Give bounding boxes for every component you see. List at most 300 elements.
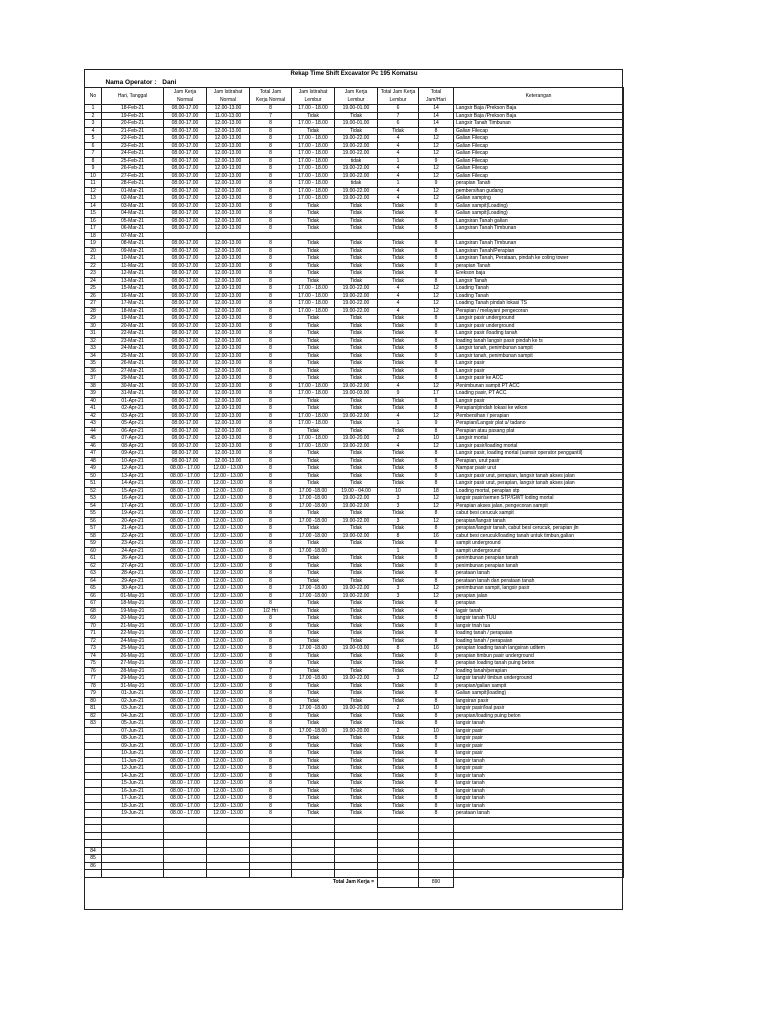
cell-ot-break: Tidak: [292, 330, 335, 338]
cell-date: 24-Feb-21: [102, 150, 164, 158]
cell-day-total: 12: [419, 187, 454, 195]
cell-ot-hours: [335, 832, 378, 840]
cell-ot-break: 17.00 - 18.00: [292, 187, 335, 195]
cell-notes: perataan tanah: [454, 810, 624, 818]
cell-day-total: 8: [419, 652, 454, 660]
cell-ot-hours: Tidak: [335, 562, 378, 570]
cell-normal-total: 8: [250, 157, 292, 165]
cell-no: 84: [85, 847, 102, 855]
table-row: [85, 675, 624, 683]
cell-normal-break: 12.00-13.00: [207, 457, 250, 465]
table-row: [85, 817, 624, 825]
table-row: [85, 322, 624, 330]
cell-normal-break: 12.00-13.00: [207, 337, 250, 345]
cell-normal-total: 8: [250, 750, 292, 758]
cell-ot-hours: 19.00-22.00: [335, 195, 378, 203]
table-row: [85, 682, 624, 690]
cell-ot-break: 17.00 -18.00: [292, 502, 335, 510]
cell-ot-hours: Tidak: [335, 780, 378, 788]
cell-normal-hours: 08.00-17.00: [164, 165, 207, 173]
table-row: [85, 720, 624, 728]
cell-normal-total: 8: [250, 510, 292, 518]
cell-no: 37: [85, 375, 102, 383]
cell-ot-hours: 19.00-22.00: [335, 300, 378, 308]
cell-normal-total: 8: [250, 210, 292, 218]
cell-date: 07-Jun-21: [102, 727, 164, 735]
cell-day-total: 10: [419, 705, 454, 713]
table-row: [85, 667, 624, 675]
cell-no: [85, 765, 102, 773]
table-row: [85, 420, 624, 428]
cell-day-total: [419, 847, 454, 855]
cell-ot-hours: 19.00-22.00: [335, 187, 378, 195]
cell-normal-hours: 08.00 - 17.00: [164, 532, 207, 540]
cell-normal-hours: 08.00-17.00: [164, 405, 207, 413]
cell-no: [85, 757, 102, 765]
cell-no: 39: [85, 390, 102, 398]
cell-normal-hours: 08.00 - 17.00: [164, 697, 207, 705]
cell-ot-hours: Tidak: [335, 337, 378, 345]
cell-notes: perataan tanah: [454, 570, 624, 578]
cell-notes: langsiran pasir: [454, 697, 624, 705]
cell-normal-total: 8: [250, 217, 292, 225]
cell-no: [85, 870, 102, 878]
cell-ot-hours: Tidak: [335, 457, 378, 465]
cell-no: 20: [85, 247, 102, 255]
cell-date: 03-Jun-21: [102, 705, 164, 713]
cell-normal-hours: 08.00 - 17.00: [164, 495, 207, 503]
cell-normal-total: 8: [250, 690, 292, 698]
cell-normal-break: 12.00-13.00: [207, 292, 250, 300]
cell-no: 85: [85, 855, 102, 863]
cell-date: 18-Mar-21: [102, 307, 164, 315]
cell-ot-hours: 19.00-22.00: [335, 412, 378, 420]
cell-normal-total: 8: [250, 337, 292, 345]
cell-ot-break: Tidak: [292, 600, 335, 608]
cell-day-total: 12: [419, 165, 454, 173]
cell-date: 08-Mar-21: [102, 240, 164, 248]
cell-normal-hours: 08.00-17.00: [164, 457, 207, 465]
cell-normal-total: 8: [250, 367, 292, 375]
cell-date: 17-Jun-21: [102, 795, 164, 803]
cell-date: 12-Jun-21: [102, 765, 164, 773]
cell-ot-break: 17.00 - 18.00: [292, 120, 335, 128]
cell-normal-hours: 08.00-17.00: [164, 217, 207, 225]
cell-ot-break: Tidak: [292, 345, 335, 353]
cell-notes: perapian loading tanah langsiran uditem: [454, 645, 624, 653]
cell-normal-break: 12.00 - 13.00: [207, 660, 250, 668]
cell-notes: langsir tanah: [454, 772, 624, 780]
cell-ot-hours: Tidak: [335, 472, 378, 480]
table-row: [85, 525, 624, 533]
cell-no: 55: [85, 510, 102, 518]
cell-normal-break: 12.00-13.00: [207, 120, 250, 128]
cell-normal-break: 12.00-13.00: [207, 172, 250, 180]
cell-normal-hours: 08.00-17.00: [164, 120, 207, 128]
cell-ot-break: Tidak: [292, 742, 335, 750]
cell-no: 46: [85, 442, 102, 450]
cell-ot-total: 8: [378, 532, 419, 540]
cell-ot-break: [292, 832, 335, 840]
cell-ot-total: Tidak: [378, 510, 419, 518]
cell-no: [85, 802, 102, 810]
cell-no: 2: [85, 112, 102, 120]
table-row: [85, 562, 624, 570]
cell-normal-total: 8: [250, 712, 292, 720]
cell-day-total: 8: [419, 682, 454, 690]
cell-ot-total: Tidak: [378, 607, 419, 615]
cell-normal-total: 8: [250, 697, 292, 705]
cell-normal-hours: 08.00-17.00: [164, 135, 207, 143]
cell-no: 16: [85, 217, 102, 225]
cell-normal-hours: 08.00-17.00: [164, 382, 207, 390]
cell-ot-total: 4: [378, 382, 419, 390]
cell-ot-total: Tidak: [378, 765, 419, 773]
cell-normal-hours: 08.00 - 17.00: [164, 780, 207, 788]
cell-date: 26-Feb-21: [102, 165, 164, 173]
cell-normal-total: 8: [250, 682, 292, 690]
table-row: [85, 457, 624, 465]
cell-day-total: 12: [419, 292, 454, 300]
cell-notes: Langsir pasir /loading tanah: [454, 330, 624, 338]
cell-no: 13: [85, 195, 102, 203]
header-normal-hours: Jam Kerja: [164, 88, 207, 97]
cell-ot-total: Tidak: [378, 225, 419, 233]
cell-day-total: 8: [419, 690, 454, 698]
cell-notes: perapian loading tanah puing beton: [454, 660, 624, 668]
cell-day-total: 12: [419, 675, 454, 683]
operator-label: Nama Operator :: [105, 78, 157, 86]
cell-ot-break: 17.00 - 18.00: [292, 195, 335, 203]
cell-ot-hours: Tidak: [335, 810, 378, 818]
cell-date: 21-May-21: [102, 622, 164, 630]
cell-normal-break: 12.00-13.00: [207, 427, 250, 435]
cell-ot-total: Tidak: [378, 525, 419, 533]
cell-normal-hours: 08.00 - 17.00: [164, 487, 207, 495]
cell-notes: perataan tanah dan perataan tanah: [454, 577, 624, 585]
cell-day-total: [419, 855, 454, 863]
cell-normal-break: [207, 847, 250, 855]
cell-date: 31-May-21: [102, 682, 164, 690]
cell-no: 35: [85, 360, 102, 368]
cell-ot-break: 17.00 -18.00: [292, 645, 335, 653]
cell-no: 70: [85, 622, 102, 630]
cell-ot-break: Tidak: [292, 465, 335, 473]
cell-normal-total: 8: [250, 780, 292, 788]
cell-no: 5: [85, 135, 102, 143]
cell-normal-hours: 08.00-17.00: [164, 390, 207, 398]
cell-ot-break: Tidak: [292, 510, 335, 518]
cell-date: 23-Mar-21: [102, 337, 164, 345]
cell-normal-total: 8: [250, 802, 292, 810]
cell-day-total: 12: [419, 195, 454, 203]
cell-normal-hours: 08.00 - 17.00: [164, 795, 207, 803]
header-ot-total: Total Jam Kerja: [378, 88, 419, 97]
cell-day-total: 8: [419, 750, 454, 758]
cell-day-total: 8: [419, 217, 454, 225]
cell-normal-break: 12.00-13.00: [207, 195, 250, 203]
cell-ot-break: Tidak: [292, 240, 335, 248]
cell-ot-break: 17.00 - 18.00: [292, 285, 335, 293]
table-row: [85, 255, 624, 263]
cell-normal-total: 8: [250, 742, 292, 750]
cell-ot-break: 17.00 -18.00: [292, 675, 335, 683]
cell-ot-hours: Tidak: [335, 600, 378, 608]
cell-ot-total: [378, 232, 419, 240]
cell-ot-break: Tidak: [292, 255, 335, 263]
table-row: [85, 862, 624, 870]
cell-normal-break: 12.00 - 13.00: [207, 517, 250, 525]
cell-day-total: 8: [419, 330, 454, 338]
cell-notes: cabut besi cerucuk/loading tanah untuk timbun,galian: [454, 532, 624, 540]
cell-normal-hours: 08.00-17.00: [164, 127, 207, 135]
cell-normal-hours: 08.00-17.00: [164, 105, 207, 113]
cell-normal-total: 8: [250, 195, 292, 203]
cell-no: 72: [85, 637, 102, 645]
cell-notes: langsir tnah tua: [454, 622, 624, 630]
cell-normal-total: 8: [250, 652, 292, 660]
cell-day-total: 8: [419, 615, 454, 623]
cell-normal-break: 12.00-13.00: [207, 105, 250, 113]
header-date: Hari, Tanggal: [102, 88, 164, 105]
table-row: [85, 240, 624, 248]
cell-ot-hours: Tidak: [335, 330, 378, 338]
cell-ot-total: 3: [378, 585, 419, 593]
cell-ot-break: Tidak: [292, 787, 335, 795]
table-row: [85, 427, 624, 435]
cell-day-total: 8: [419, 210, 454, 218]
cell-ot-break: Tidak: [292, 472, 335, 480]
cell-ot-break: Tidak: [292, 405, 335, 413]
cell-day-total: 8: [419, 247, 454, 255]
cell-ot-break: [292, 817, 335, 825]
header-normal-total-2: Kerja Normal: [250, 96, 292, 105]
cell-no: 36: [85, 367, 102, 375]
cell-ot-total: 4: [378, 165, 419, 173]
cell-no: 59: [85, 540, 102, 548]
cell-ot-total: Tidak: [378, 397, 419, 405]
cell-date: 29-May-21: [102, 675, 164, 683]
cell-normal-total: 8: [250, 622, 292, 630]
cell-date: 18-Feb-21: [102, 105, 164, 113]
cell-day-total: 18: [419, 487, 454, 495]
cell-notes: langsir pasir: [454, 727, 624, 735]
cell-ot-total: Tidak: [378, 787, 419, 795]
cell-normal-total: 8: [250, 420, 292, 428]
cell-no: 83: [85, 720, 102, 728]
cell-date: 16-Apr-21: [102, 495, 164, 503]
cell-ot-total: Tidak: [378, 277, 419, 285]
cell-day-total: 14: [419, 120, 454, 128]
cell-ot-break: Tidak: [292, 570, 335, 578]
cell-ot-total: 4: [378, 172, 419, 180]
cell-notes: Perapian / melayani pengecoran: [454, 307, 624, 315]
cell-ot-hours: 19.00 - 04.00: [335, 487, 378, 495]
cell-ot-hours: Tidak: [335, 322, 378, 330]
cell-ot-hours: 19.00-22.00: [335, 382, 378, 390]
table-row: [85, 270, 624, 278]
cell-normal-total: [250, 817, 292, 825]
cell-normal-break: 12.00-13.00: [207, 315, 250, 323]
table-row: [85, 442, 624, 450]
cell-normal-break: [207, 855, 250, 863]
cell-ot-total: Tidak: [378, 202, 419, 210]
cell-normal-break: 12.00 - 13.00: [207, 712, 250, 720]
cell-normal-total: 8: [250, 442, 292, 450]
cell-ot-break: Tidak: [292, 720, 335, 728]
cell-ot-total: 6: [378, 105, 419, 113]
cell-ot-hours: Tidak: [335, 367, 378, 375]
cell-normal-total: [250, 847, 292, 855]
cell-notes: Perapian, urut pasir: [454, 457, 624, 465]
cell-normal-total: 8: [250, 577, 292, 585]
table-row: [85, 547, 624, 555]
cell-normal-break: 12.00 - 13.00: [207, 675, 250, 683]
table-row: [85, 405, 624, 413]
cell-ot-break: Tidak: [292, 810, 335, 818]
cell-normal-total: 8: [250, 487, 292, 495]
cell-no: 79: [85, 690, 102, 698]
cell-ot-break: Tidak: [292, 427, 335, 435]
cell-ot-hours: Tidak: [335, 270, 378, 278]
cell-ot-break: 17.00 -18.00: [292, 592, 335, 600]
cell-normal-hours: 08.00 - 17.00: [164, 600, 207, 608]
cell-notes: Langsiran Tanah, Perataan, pindah ke coling tower: [454, 255, 624, 263]
cell-normal-hours: 08.00 - 17.00: [164, 787, 207, 795]
cell-day-total: 12: [419, 517, 454, 525]
cell-normal-hours: 08.00 - 17.00: [164, 517, 207, 525]
cell-ot-break: Tidak: [292, 127, 335, 135]
operator-line: [85, 78, 624, 88]
cell-normal-total: 8: [250, 525, 292, 533]
cell-ot-total: Tidak: [378, 570, 419, 578]
cell-ot-hours: Tidak: [335, 750, 378, 758]
cell-ot-hours: 19.00-22.00: [335, 517, 378, 525]
cell-notes: Galian sampit(Loading): [454, 210, 624, 218]
cell-normal-break: 12.00-13.00: [207, 322, 250, 330]
cell-date: [102, 817, 164, 825]
cell-ot-total: [378, 840, 419, 848]
cell-notes: Perapian atau pasang plat: [454, 427, 624, 435]
cell-notes: Langsiran Tanah Timbunan: [454, 240, 624, 248]
cell-notes: langsir pasir/loal pasir: [454, 705, 624, 713]
table-row: [85, 367, 624, 375]
cell-normal-break: 12.00-13.00: [207, 270, 250, 278]
cell-ot-hours: tidak: [335, 157, 378, 165]
cell-day-total: 8: [419, 555, 454, 563]
cell-no: 64: [85, 577, 102, 585]
cell-no: 11: [85, 180, 102, 188]
cell-normal-break: 12.00 - 13.00: [207, 757, 250, 765]
cell-day-total: 9: [419, 180, 454, 188]
cell-normal-hours: 08.00-17.00: [164, 150, 207, 158]
cell-notes: loading tanah langsir pasir pindah ke ts: [454, 337, 624, 345]
cell-ot-total: Tidak: [378, 255, 419, 263]
cell-ot-hours: Tidak: [335, 345, 378, 353]
cell-ot-break: Tidak: [292, 630, 335, 638]
cell-normal-total: 8: [250, 105, 292, 113]
cell-normal-break: 12.00-13.00: [207, 330, 250, 338]
cell-ot-break: Tidak: [292, 682, 335, 690]
cell-date: 02-Mar-21: [102, 195, 164, 203]
cell-notes: Langsir pasir underground: [454, 322, 624, 330]
cell-no: 29: [85, 315, 102, 323]
cell-ot-total: 7: [378, 112, 419, 120]
cell-normal-total: [250, 840, 292, 848]
cell-normal-hours: 08.00 - 17.00: [164, 562, 207, 570]
cell-no: 80: [85, 697, 102, 705]
cell-date: 20-Apr-21: [102, 517, 164, 525]
cell-day-total: 8: [419, 277, 454, 285]
cell-date: 27-Feb-21: [102, 172, 164, 180]
cell-date: 20-Feb-21: [102, 120, 164, 128]
cell-normal-break: 12.00-13.00: [207, 180, 250, 188]
cell-normal-break: 12.00 - 13.00: [207, 652, 250, 660]
cell-normal-hours: [164, 232, 207, 240]
cell-ot-break: [292, 825, 335, 833]
cell-ot-hours: Tidak: [335, 225, 378, 233]
cell-normal-break: 12.00-13.00: [207, 405, 250, 413]
cell-ot-total: Tidak: [378, 600, 419, 608]
table-row: [85, 825, 624, 833]
cell-normal-hours: 08.00 - 17.00: [164, 472, 207, 480]
cell-ot-hours: Tidak: [335, 652, 378, 660]
cell-ot-hours: [335, 870, 378, 878]
cell-notes: Langsir Tanah: [454, 277, 624, 285]
cell-notes: perapian timbun pasir underground: [454, 652, 624, 660]
cell-ot-hours: 19.00-22.00: [335, 142, 378, 150]
cell-normal-break: 12.00-13.00: [207, 307, 250, 315]
table-row: [85, 652, 624, 660]
cell-no: [85, 810, 102, 818]
cell-normal-total: 8: [250, 330, 292, 338]
cell-day-total: 12: [419, 285, 454, 293]
cell-ot-total: Tidak: [378, 795, 419, 803]
cell-ot-total: Tidak: [378, 367, 419, 375]
cell-notes: Galian Filecap: [454, 165, 624, 173]
table-row: [85, 607, 624, 615]
table-row: [85, 487, 624, 495]
cell-day-total: 8: [419, 510, 454, 518]
cell-normal-break: 12.00 - 13.00: [207, 510, 250, 518]
cell-no: 44: [85, 427, 102, 435]
cell-normal-hours: 08.00-17.00: [164, 112, 207, 120]
cell-ot-break: 17.00 - 18.00: [292, 150, 335, 158]
cell-normal-hours: 08.00 - 17.00: [164, 742, 207, 750]
cell-day-total: 8: [419, 772, 454, 780]
cell-day-total: 8: [419, 345, 454, 353]
cell-ot-break: Tidak: [292, 525, 335, 533]
cell-normal-total: 8: [250, 262, 292, 270]
cell-ot-hours: Tidak: [335, 682, 378, 690]
cell-normal-hours: 08.00 - 17.00: [164, 735, 207, 743]
cell-date: 18-Jun-21: [102, 802, 164, 810]
cell-no: 50: [85, 472, 102, 480]
cell-date: 09-Jun-21: [102, 742, 164, 750]
cell-ot-total: Tidak: [378, 802, 419, 810]
cell-day-total: 8: [419, 375, 454, 383]
header-normal-hours-2: Normal: [164, 96, 207, 105]
cell-normal-break: 12.00 - 13.00: [207, 727, 250, 735]
cell-ot-break: Tidak: [292, 750, 335, 758]
table-row: [85, 352, 624, 360]
cell-normal-total: 8: [250, 270, 292, 278]
header-day-total-2: Jam/Hari: [419, 96, 454, 105]
cell-normal-total: 7: [250, 667, 292, 675]
cell-date: 11-Jun-21: [102, 757, 164, 765]
cell-normal-total: 8: [250, 787, 292, 795]
cell-notes: loading tanah / perapaian: [454, 630, 624, 638]
